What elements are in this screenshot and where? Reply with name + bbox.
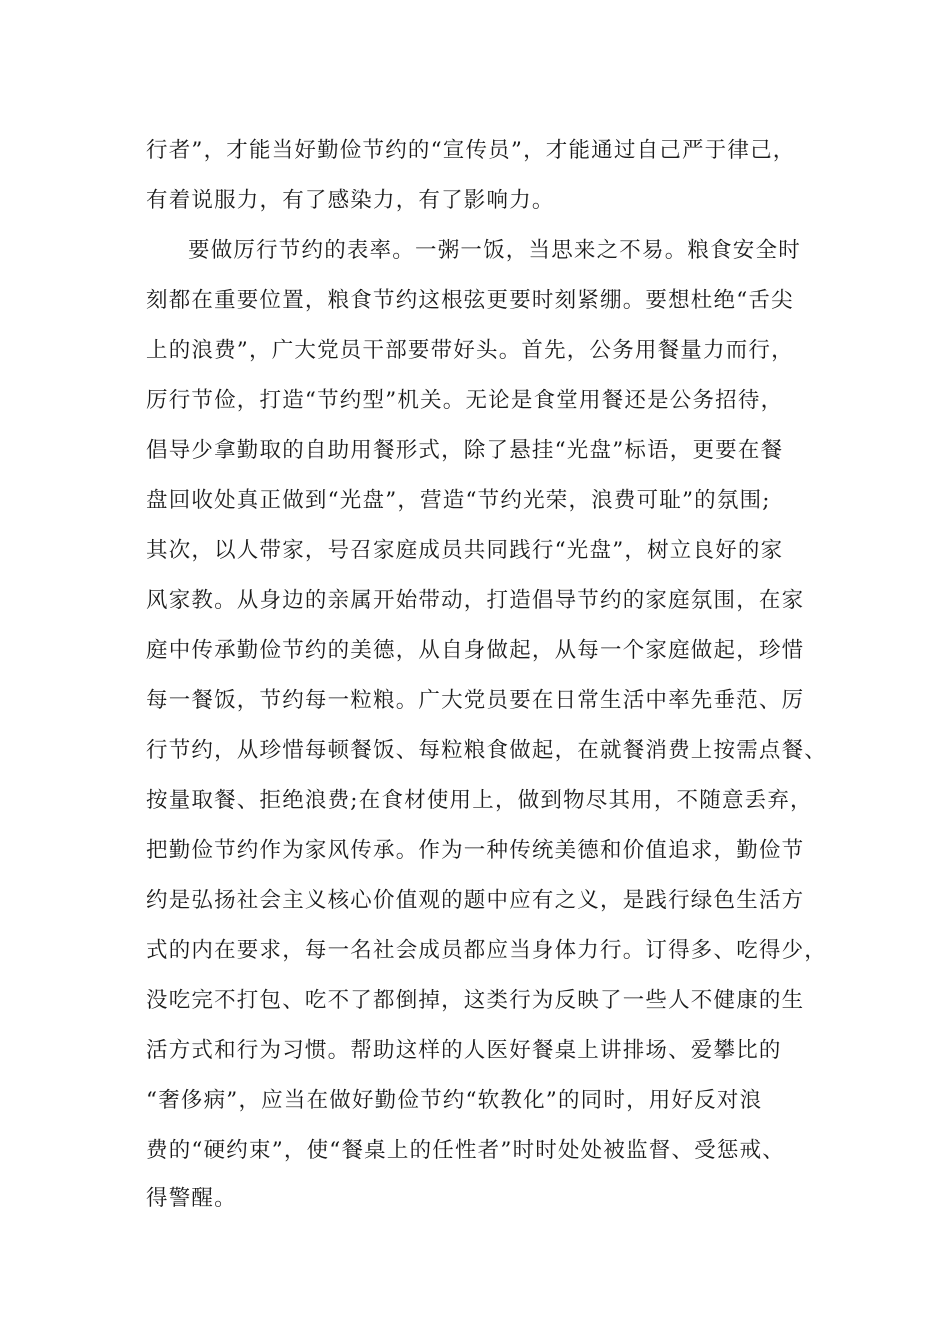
paragraph-1-line-1: 行者”，才能当好勤俭节约的“宣传员”，才能通过自己严于律己， [146,138,796,163]
paragraph-2-line-7: 其次，以人带家，号召家庭成员共同践行“光盘”，树立良好的家 [146,538,784,563]
paragraph-2-line-3: 上的浪费”，广大党员干部要带好头。首先，公务用餐量力而行， [146,338,794,363]
paragraph-2-line-17: 活方式和行为习惯。帮助这样的人医好餐桌上讲排场、爱攀比的 [146,1038,782,1063]
paragraph-2-line-16: 没吃完不打包、吃不了都倒掉，这类行为反映了一些人不健康的生 [146,988,805,1013]
paragraph-2-line-12: 按量取餐、拒绝浪费;在食材使用上，做到物尽其用，不随意丢弃， [146,788,813,813]
paragraph-1-line-2: 有着说服力，有了感染力，有了影响力。 [146,188,555,213]
paragraph-2-line-1: 要做厉行节约的表率。一粥一饭，当思来之不易。粮食安全时 [188,238,801,263]
paragraph-2-line-13: 把勤俭节约作为家风传承。作为一种传统美德和价值追求，勤俭节 [146,838,805,863]
paragraph-2-line-8: 风家教。从身边的亲属开始带动，打造倡导节约的家庭氛围，在家 [146,588,805,613]
paragraph-2-line-11: 行节约，从珍惜每顿餐饭、每粒粮食做起，在就餐消费上按需点餐、 [146,738,828,763]
paragraph-2-line-14: 约是弘扬社会主义核心价值观的题中应有之义，是践行绿色生活方 [146,888,805,913]
paragraph-2-line-10: 每一餐饭，节约每一粒粮。广大党员要在日常生活中率先垂范、厉 [146,688,805,713]
paragraph-2-line-2: 刻都在重要位置，粮食节约这根弦更要时刻紧绷。要想杜绝“舌尖 [146,288,794,313]
paragraph-2-line-19: 费的“硬约束”，使“餐桌上的任性者”时时处处被监督、受惩戒、 [146,1138,785,1163]
paragraph-2-line-4: 厉行节俭，打造“节约型”机关。无论是食堂用餐还是公务招待， [146,388,784,413]
paragraph-2-line-18: “奢侈病”，应当在做好勤俭节约“软教化”的同时，用好反对浪 [146,1088,763,1113]
paragraph-2-line-6: 盘回收处真正做到“光盘”，营造“节约光荣，浪费可耻”的氛围; [146,488,771,513]
paragraph-2-line-15: 式的内在要求，每一名社会成员都应当身体力行。订得多、吃得少， [146,938,828,963]
paragraph-2-line-20: 得警醒。 [146,1186,237,1211]
paragraph-2-line-9: 庭中传承勤俭节约的美德，从自身做起，从每一个家庭做起，珍惜 [146,638,805,663]
paragraph-2-line-5: 倡导少拿勤取的自助用餐形式，除了悬挂“光盘”标语，更要在餐 [146,438,784,463]
